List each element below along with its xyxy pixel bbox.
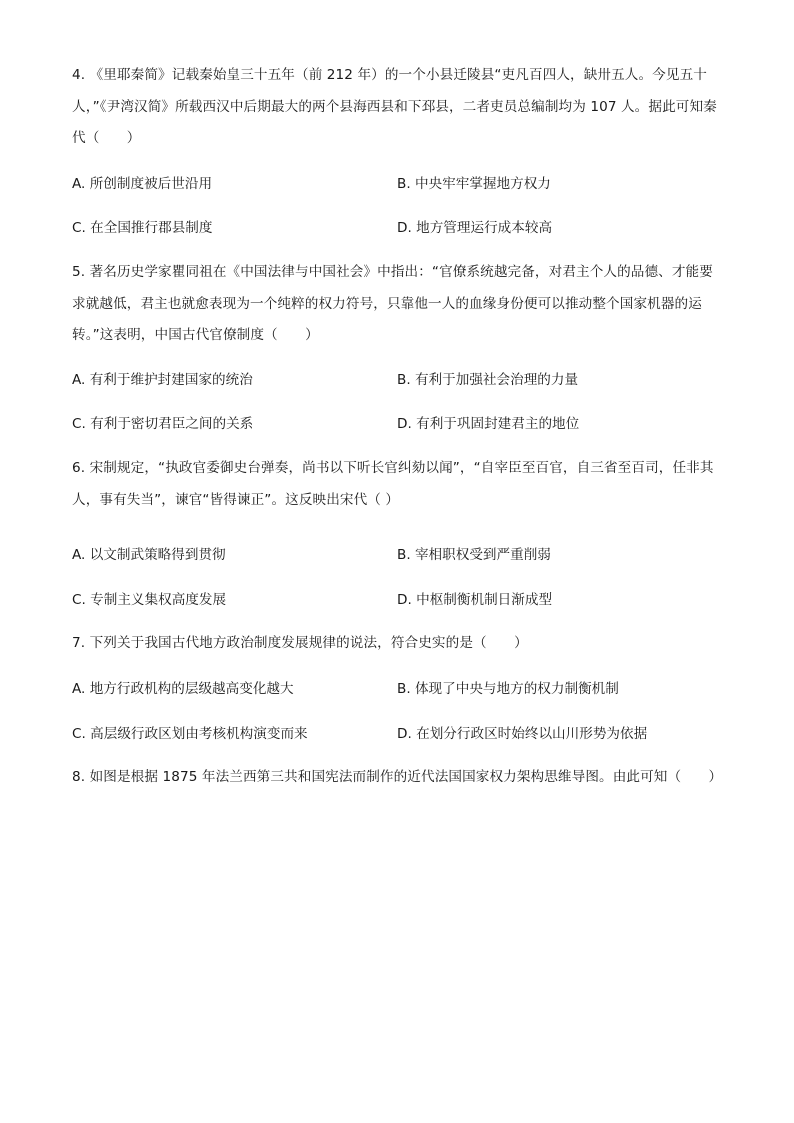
question-6-option-a: A. 以文制武策略得到贯彻 bbox=[72, 547, 226, 563]
question-6-option-b: B. 宰相职权受到严重削弱 bbox=[397, 547, 551, 563]
question-4-option-a: A. 所创制度被后世沿用 bbox=[72, 176, 213, 192]
question-7-option-a: A. 地方行政机构的层级越高变化越大 bbox=[72, 681, 294, 697]
question-5-option-d: D. 有利于巩固封建君主的地位 bbox=[397, 416, 580, 432]
question-4-option-c: C. 在全国推行郡县制度 bbox=[72, 220, 213, 236]
question-5-stem: 5. 著名历史学家瞿同祖在《中国法律与中国社会》中指出：“官僚系统越完备，对君主个人的品德、才能要求就越低，君主也就愈表现为一个纯粹的权力符号，只靠他一人的血缘身份便可以推动整个国家机器的运转。”这表明，中国古代官僚制度（ ） bbox=[72, 264, 713, 343]
question-4-option-b: B. 中央牢牢掌握地方权力 bbox=[397, 176, 551, 192]
question-8-stem: 8. 如图是根据 1875 年法兰西第三共和国宪法而制作的近代法国国家权力架构思维导图。由此可知（ ） bbox=[72, 769, 723, 785]
question-5-option-b: B. 有利于加强社会治理的力量 bbox=[397, 372, 579, 388]
question-4-stem: 4. 《里耶秦简》记载秦始皇三十五年（前 212 年）的一个小县迁陵县“吏凡百四人，缺卅五人。今见五十人，”《尹湾汉简》所载西汉中后期最大的两个县海西县和下邳县，二者吏员总编制均为 107 人。据此可知秦代（ ） bbox=[72, 67, 717, 146]
question-5-option-c: C. 有利于密切君臣之间的关系 bbox=[72, 416, 254, 432]
question-6-stem: 6. 宋制规定，“执政官委御史台弹奏，尚书以下听长官纠劾以闻”，“自宰臣至百官，自三省至百司，任非其人，事有失当”，谏官“皆得谏正”。这反映出宋代（ ） bbox=[72, 460, 714, 508]
question-6-option-d: D. 中枢制衡机制日渐成型 bbox=[397, 592, 553, 608]
question-5-option-a: A. 有利于维护封建国家的统治 bbox=[72, 372, 253, 388]
question-7-option-c: C. 高层级行政区划由考核机构演变而来 bbox=[72, 726, 308, 742]
question-6-option-c: C. 专制主义集权高度发展 bbox=[72, 592, 227, 608]
question-4-option-d: D. 地方管理运行成本较高 bbox=[397, 220, 553, 236]
question-7-option-b: B. 体现了中央与地方的权力制衡机制 bbox=[397, 681, 619, 697]
question-7-option-d: D. 在划分行政区时始终以山川形势为依据 bbox=[397, 726, 648, 742]
question-7-stem: 7. 下列关于我国古代地方政治制度发展规律的说法，符合史实的是（ ） bbox=[72, 635, 528, 651]
